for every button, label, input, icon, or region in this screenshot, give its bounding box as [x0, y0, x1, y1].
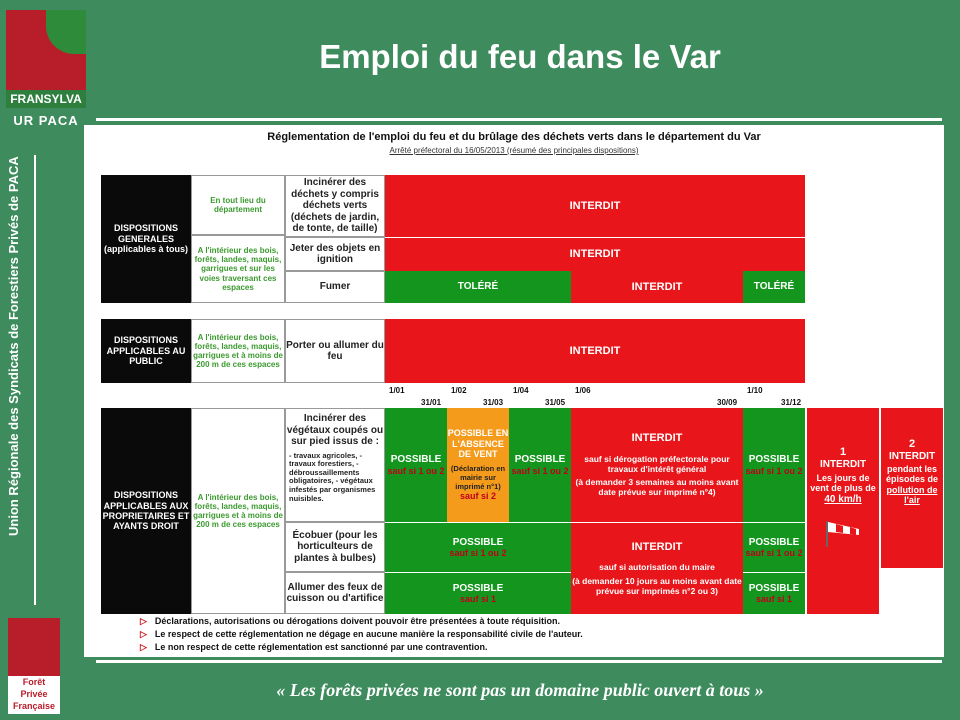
s3-cuisson-possible-oct	[743, 572, 805, 614]
triangle-icon: ▷	[140, 616, 147, 626]
sauf-1: sauf si 1	[459, 594, 497, 605]
sauf-1-2: sauf si 1 ou 2	[745, 548, 803, 559]
s3-orange-feb-mar	[447, 408, 509, 522]
foret-privee-logo	[8, 618, 60, 714]
s3-interdit-summer-1	[571, 408, 743, 522]
section1-location1: En tout lieu du département	[191, 175, 285, 235]
doc-subtitle: Arrêté préfectoral du 16/05/2013 (résumé des principales dispositions)	[389, 146, 639, 155]
s3-ecobuer-possible-oct	[743, 522, 805, 572]
section1-header: DISPOSITIONS GENERALES (applicables à tous)	[101, 175, 191, 303]
section1-action3: Fumer	[285, 271, 385, 303]
autor-note: (à demander 10 jours au moins avant date prévue sur imprimés n°2 ou 3)	[572, 575, 742, 596]
possible-label: POSSIBLE	[514, 454, 566, 466]
orange-mid: (Déclaration en mairie sur imprimé n°1)	[450, 464, 506, 491]
autor-text: sauf si autorisation du maire	[599, 562, 715, 573]
vertical-divider	[34, 155, 36, 605]
possible-label: POSSIBLE	[390, 454, 442, 466]
s3-ecobuer-possible	[385, 522, 571, 572]
section2-interdit: INTERDIT	[385, 319, 805, 383]
possible-label: POSSIBLE	[748, 536, 800, 548]
legend-item-2	[140, 629, 583, 640]
possible-label: POSSIBLE	[748, 454, 800, 466]
section3-location: A l'intérieur des bois, forêts, landes, maquis, garrigues et à moins de 200 m de ces espaces	[191, 408, 285, 614]
windsock-icon	[823, 517, 863, 547]
derog-text: sauf si dérogation préfectorale pour travaux d'intérêt général	[584, 453, 730, 474]
section1-interdit-3: INTERDIT	[571, 271, 743, 303]
top-divider	[96, 118, 942, 121]
condition-1-wind	[807, 408, 879, 614]
date-31-01: 31/01	[421, 398, 442, 407]
sauf-1-2: sauf si 1 ou 2	[387, 465, 445, 476]
possible-label: POSSIBLE	[452, 582, 504, 594]
section3-action3: Allumer des feux de cuisson ou d'artifice	[285, 572, 385, 614]
s3-possible-apr-may	[509, 408, 571, 522]
section2-header: DISPOSITIONS APPLICABLES AU PUBLIC	[101, 319, 191, 383]
region-label: UR PACA	[13, 113, 79, 128]
logo-text: FRANSYLVA	[6, 90, 86, 108]
doc-title: Réglementation de l'emploi du feu et du brûlage des déchets verts dans le département du Var	[267, 131, 761, 143]
condition-2-pollution	[881, 408, 943, 568]
orange-bot: sauf si 2	[459, 491, 497, 502]
legend-item-1	[140, 616, 560, 627]
condition-1-text: Les jours de vent de plus de	[810, 473, 876, 494]
logo2-line-3: Française	[12, 701, 56, 711]
legend-text: Le respect de cette réglementation ne dégage en aucune manière la responsabilité civile de l'auteur.	[154, 629, 583, 639]
footer-quote: « Les forêts privées ne sont pas un domaine public ouvert à tous »	[276, 680, 764, 700]
s3-possible-oct-dec	[743, 408, 805, 522]
logo2-line-1: Forêt	[22, 677, 46, 687]
condition-1-speed: 40 km/h	[824, 493, 862, 505]
sauf-1-2: sauf si 1 ou 2	[745, 465, 803, 476]
fransylva-logo	[6, 10, 86, 108]
s3-possible-jan	[385, 408, 447, 522]
condition-2-link: pollution de l'air	[886, 484, 938, 506]
section2-action: Porter ou allumer du feu	[285, 319, 385, 383]
section3-action1	[285, 408, 385, 522]
section1-tolere-1: TOLÉRÉ	[385, 271, 571, 303]
section1-interdit-1: INTERDIT	[385, 175, 805, 237]
date-30-09: 30/09	[717, 398, 738, 407]
legend-item-3	[140, 642, 488, 653]
section1-interdit-2: INTERDIT	[385, 237, 805, 271]
date-1-02: 1/02	[451, 386, 467, 395]
triangle-icon: ▷	[140, 642, 147, 652]
section3-action1-title: Incinérer des végétaux coupés ou sur pied issus de :	[286, 413, 384, 447]
regulation-document	[84, 125, 944, 657]
sauf-1-2: sauf si 1 ou 2	[449, 548, 507, 559]
section1-location2: A l'intérieur des bois, forêts, landes, maquis, garrigues et sur les voies traversant ces espaces	[191, 235, 285, 303]
s3-cuisson-possible	[385, 572, 571, 614]
date-31-12: 31/12	[781, 398, 802, 407]
condition-2-number: 2	[908, 438, 916, 450]
section3-action1-list: - travaux agricoles, - travaux forestiers, - débroussaillements obligatoires, - végétaux infestés par organismes nuisibles.	[289, 450, 376, 503]
vertical-org-name: Union Régionale des Syndicats de Forestiers Privés de PACA	[6, 156, 21, 536]
date-31-05: 31/05	[545, 398, 566, 407]
interdit-label: INTERDIT	[631, 432, 683, 445]
page-title: Emploi du feu dans le Var	[319, 38, 721, 75]
section2-location: A l'intérieur des bois, forêts, landes, maquis, garrigues et à moins de 200 m de ces espaces	[191, 319, 285, 383]
triangle-icon: ▷	[140, 629, 147, 639]
date-1-01: 1/01	[389, 386, 405, 395]
condition-2-text: pendant les épisodes de	[885, 464, 939, 485]
date-1-10: 1/10	[747, 386, 763, 395]
section3-header: DISPOSITIONS APPLICABLES AUX PROPRIETAIRES ET AYANTS DROIT	[101, 408, 191, 614]
s3-interdit-summer-2	[571, 522, 743, 614]
orange-top: POSSIBLE EN L'ABSENCE DE VENT	[447, 428, 509, 460]
section1-action1: Incinérer des déchets y compris déchets verts (déchets de jardin, de tonte, de taille)	[285, 175, 385, 237]
possible-label: POSSIBLE	[452, 536, 504, 548]
interdit-label: INTERDIT	[631, 540, 683, 553]
date-1-06: 1/06	[575, 386, 591, 395]
bottom-divider	[96, 660, 942, 663]
section1-tolere-2: TOLÉRÉ	[743, 271, 805, 303]
condition-1-title: INTERDIT	[819, 458, 867, 470]
condition-1-number: 1	[839, 446, 847, 458]
section3-action2: Écobuer (pour les horticulteurs de plantes à bulbes)	[285, 522, 385, 572]
section1-action2: Jeter des objets en ignition	[285, 237, 385, 271]
legend-text: Déclarations, autorisations ou dérogations doivent pouvoir être présentées à toute réquisition.	[154, 616, 560, 626]
sauf-1-2: sauf si 1 ou 2	[511, 465, 569, 476]
derog-note: (à demander 3 semaines au moins avant date prévue sur imprimé n°4)	[575, 477, 739, 498]
condition-2-title: INTERDIT	[888, 450, 936, 462]
sauf-1: sauf si 1	[755, 594, 793, 605]
date-1-04: 1/04	[513, 386, 529, 395]
possible-label: POSSIBLE	[748, 582, 800, 594]
date-31-03: 31/03	[483, 398, 504, 407]
legend-text: Le non respect de cette réglementation est sanctionné par une contravention.	[154, 642, 488, 652]
logo2-line-2: Privée	[20, 689, 48, 699]
